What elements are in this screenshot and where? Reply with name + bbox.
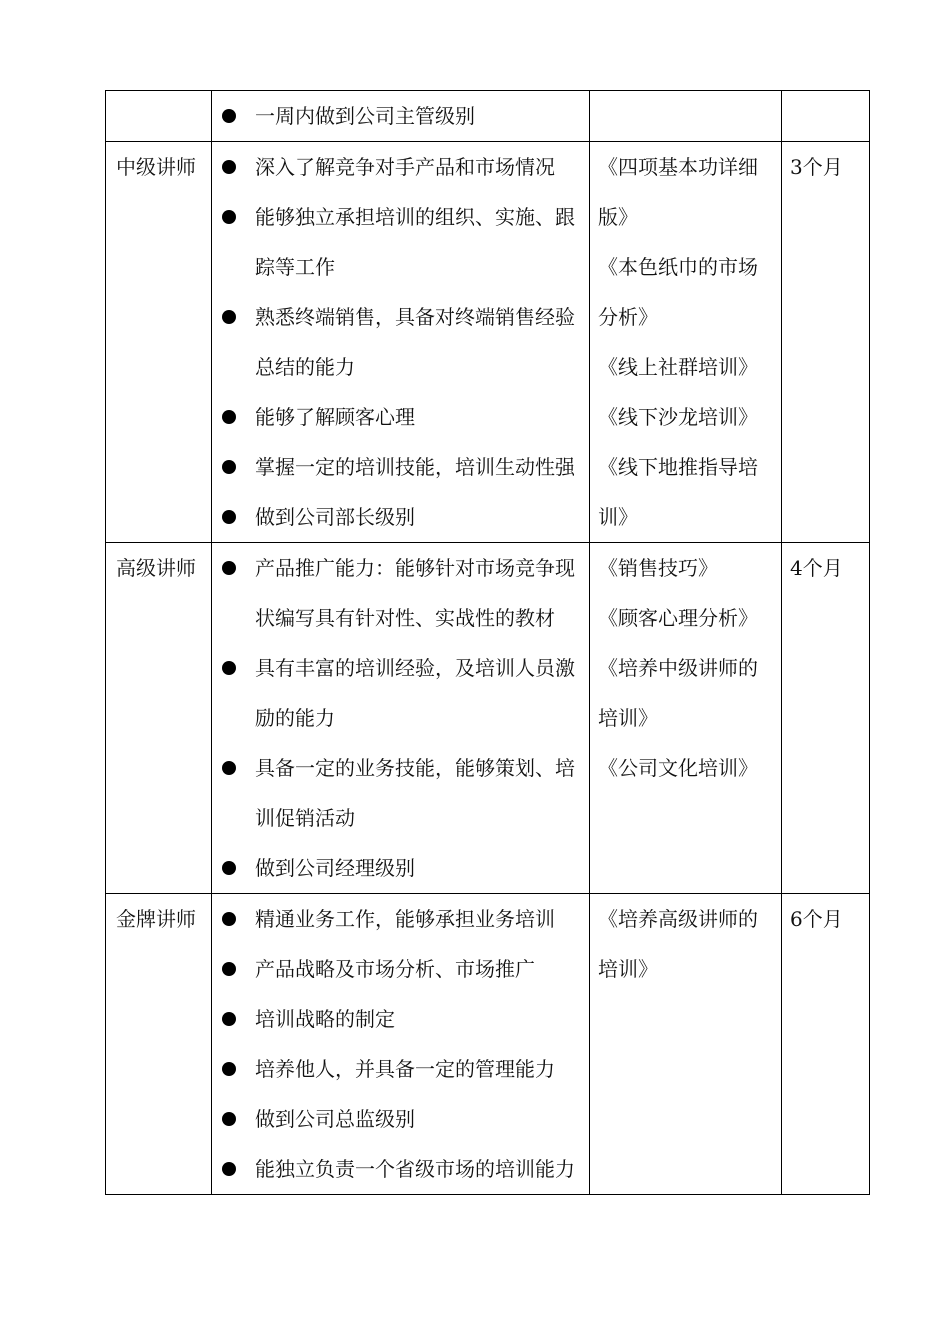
bullet-icon [222,410,236,424]
requirement-text: 能够了解顾客心理 [255,405,415,429]
level-cell [106,91,212,142]
requirement-text: 产品推广能力：能够针对市场竞争现状编写具有针对性、实战性的教材 [255,556,575,630]
course-title: 《线下地推指导培训》 [598,455,758,529]
requirement-text: 能独立负责一个省级市场的培训能力 [255,1157,575,1181]
duration-cell [782,91,870,142]
duration-cell [782,543,870,894]
bullet-icon [222,1062,236,1076]
bullet-icon [222,962,236,976]
courses-cell [590,91,782,142]
requirement-text: 能够独立承担培训的组织、实施、跟踪等工作 [255,205,575,279]
list-item [212,492,589,542]
duration-label: 4个月 [790,556,843,580]
requirements-cell [212,142,590,543]
list-item [212,1044,589,1094]
bullet-icon [222,1162,236,1176]
course-title: 《线上社群培训》 [598,355,758,379]
level-label: 中级讲师 [116,155,196,179]
bullet-icon [222,561,236,575]
bullet-icon [222,310,236,324]
bullet-icon [222,1112,236,1126]
table-row [106,894,870,1195]
list-item [212,142,589,192]
level-cell [106,142,212,543]
duration-cell [782,894,870,1195]
table-row [106,91,870,142]
requirements-list [212,91,589,141]
bullet-icon [222,912,236,926]
bullet-icon [222,661,236,675]
requirement-text: 做到公司经理级别 [255,856,415,880]
requirement-text: 培训战略的制定 [255,1007,395,1031]
requirements-cell [212,91,590,142]
list-item [212,1144,589,1194]
requirement-text: 深入了解竞争对手产品和市场情况 [255,155,555,179]
list-item [212,643,589,743]
requirement-text: 熟悉终端销售，具备对终端销售经验总结的能力 [255,305,575,379]
requirements-list [212,543,589,893]
requirement-text: 具有丰富的培训经验，及培训人员激励的能力 [255,656,575,730]
course-title: 《顾客心理分析》 [598,606,758,630]
level-cell [106,543,212,894]
list-item [212,392,589,442]
training-level-table [105,90,870,1195]
requirement-text: 做到公司总监级别 [255,1107,415,1131]
list-item [212,743,589,843]
bullet-icon [222,109,236,123]
requirement-text: 培养他人，并具备一定的管理能力 [255,1057,555,1081]
requirement-text: 做到公司部长级别 [255,505,415,529]
course-title: 《培养中级讲师的培训》 [598,656,758,730]
requirements-cell [212,543,590,894]
bullet-icon [222,761,236,775]
level-label: 高级讲师 [116,556,196,580]
level-label: 金牌讲师 [116,907,196,931]
bullet-icon [222,510,236,524]
duration-label: 3个月 [790,155,843,179]
bullet-icon [222,160,236,174]
bullet-icon [222,861,236,875]
bullet-icon [222,1012,236,1026]
list-item [212,894,589,944]
table-row [106,142,870,543]
duration-cell [782,142,870,543]
table-row [106,543,870,894]
requirement-text: 一周内做到公司主管级别 [255,104,475,128]
requirement-text: 具备一定的业务技能，能够策划、培训促销活动 [255,756,575,830]
course-title: 《销售技巧》 [598,556,718,580]
duration-label: 6个月 [790,907,843,931]
courses-cell [590,142,782,543]
course-title: 《线下沙龙培训》 [598,405,758,429]
list-item [212,543,589,643]
requirements-list [212,894,589,1194]
courses-cell [590,894,782,1195]
list-item [212,91,589,141]
bullet-icon [222,460,236,474]
list-item [212,944,589,994]
requirements-cell [212,894,590,1195]
requirements-list [212,142,589,542]
list-item [212,994,589,1044]
course-title: 《四项基本功详细版》 [598,155,758,229]
bullet-icon [222,210,236,224]
level-cell [106,894,212,1195]
list-item [212,442,589,492]
list-item [212,1094,589,1144]
courses-cell [590,543,782,894]
course-title: 《培养高级讲师的培训》 [598,907,758,981]
list-item [212,292,589,392]
requirement-text: 产品战略及市场分析、市场推广 [255,957,535,981]
course-title: 《本色纸巾的市场分析》 [598,255,758,329]
list-item [212,843,589,893]
requirement-text: 掌握一定的培训技能，培训生动性强 [255,455,575,479]
requirement-text: 精通业务工作，能够承担业务培训 [255,907,555,931]
list-item [212,192,589,292]
course-title: 《公司文化培训》 [598,756,758,780]
